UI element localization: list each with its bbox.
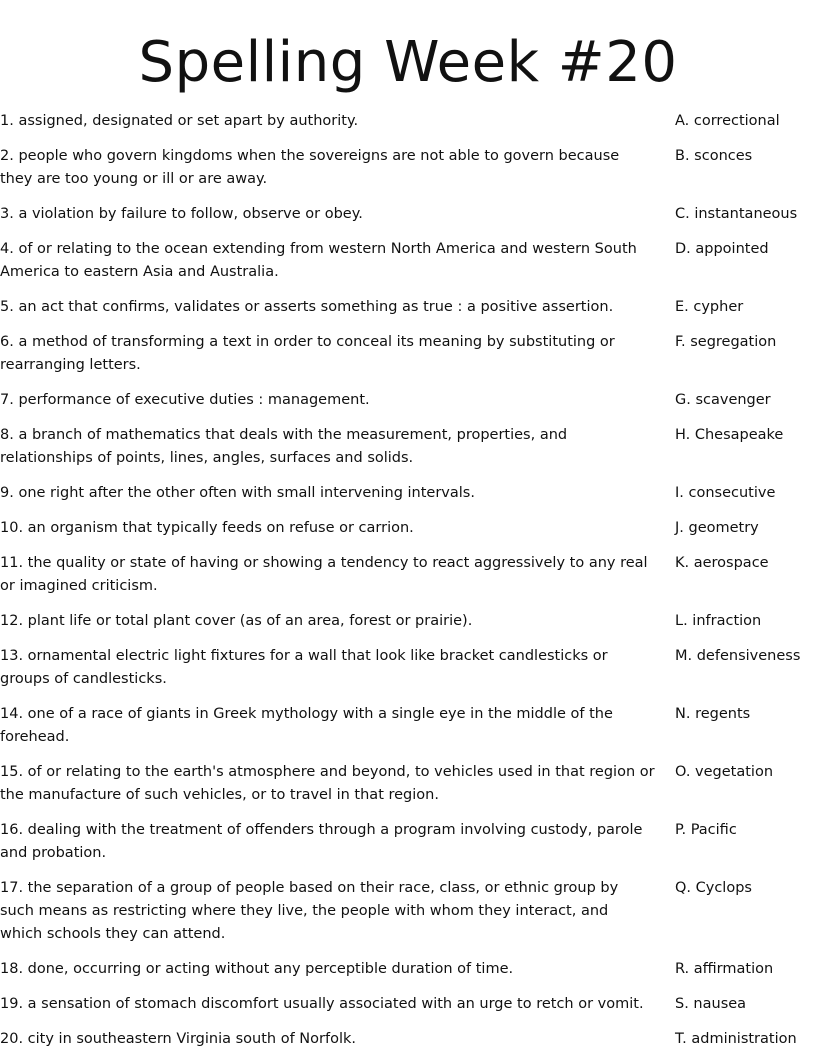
clue-text: 15. of or relating to the earth's atmosphere and beyond, to vehicles used in that region or the manufacture of such vehicles, or to travel in that region. [0,764,655,803]
answer-option: A. correctional [675,113,780,129]
answer-option: R. affirmation [675,961,774,977]
list-item [0,424,816,470]
clue-text: 1. assigned, designated or set apart by authority. [0,113,359,129]
list-item [0,238,816,284]
answer-option: T. administration [675,1031,797,1047]
answer-option: Q. Cyclops [675,880,752,896]
matching-list [0,110,816,1063]
clue-text: 3. a violation by failure to follow, observe or obey. [0,206,363,222]
clue-text: 4. of or relating to the ocean extending from western North America and western South America to eastern Asia and Australia. [0,241,637,280]
list-item [0,819,816,865]
list-item [0,761,816,807]
list-item [0,482,816,505]
clue-text: 13. ornamental electric light fixtures for a wall that look like bracket candlesticks or groups of candlesticks. [0,648,608,687]
clue-text: 19. a sensation of stomach discomfort usually associated with an urge to retch or vomit. [0,996,644,1012]
list-item [0,110,816,133]
list-item [0,958,816,981]
clue-text: 12. plant life or total plant cover (as of an area, forest or prairie). [0,613,473,629]
list-item [0,331,816,377]
answer-option: S. nausea [675,996,747,1012]
clue-text: 6. a method of transforming a text in order to conceal its meaning by substituting or rearranging letters. [0,334,615,373]
answer-option: P. Pacific [675,822,737,838]
answer-option: E. cypher [675,299,744,315]
list-item [0,389,816,412]
list-item [0,703,816,749]
answer-option: L. infraction [675,613,762,629]
answer-option: C. instantaneous [675,206,798,222]
clue-text: 20. city in southeastern Virginia south of Norfolk. [0,1031,356,1047]
answer-option: H. Chesapeake [675,427,784,443]
answer-option: K. aerospace [675,555,769,571]
list-item [0,993,816,1016]
clue-text: 2. people who govern kingdoms when the sovereigns are not able to govern because they are too young or ill or are away. [0,148,620,187]
clue-text: 18. done, occurring or acting without any perceptible duration of time. [0,961,514,977]
list-item [0,877,816,946]
answer-option: F. segregation [675,334,777,350]
list-item [0,1028,816,1051]
answer-option: J. geometry [675,520,759,536]
clue-text: 10. an organism that typically feeds on refuse or carrion. [0,520,414,536]
clue-text: 11. the quality or state of having or showing a tendency to react aggressively to any real or imagined criticism. [0,555,648,594]
answer-option: B. sconces [675,148,753,164]
list-item [0,552,816,598]
clue-text: 8. a branch of mathematics that deals with the measurement, properties, and relationships of points, lines, angles, surfaces and solids. [0,427,568,466]
list-item [0,517,816,540]
answer-option: O. vegetation [675,764,774,780]
clue-text: 17. the separation of a group of people based on their race, class, or ethnic group by such means as restricting where they live, the people with whom they interact, and which schools they can attend. [0,880,619,942]
clue-text: 9. one right after the other often with small intervening intervals. [0,485,475,501]
clue-text: 5. an act that confirms, validates or asserts something as true : a positive assertion. [0,299,614,315]
answer-option: I. consecutive [675,485,776,501]
answer-option: N. regents [675,706,751,722]
answer-option: M. defensiveness [675,648,801,664]
answer-option: G. scavenger [675,392,771,408]
answer-option: D. appointed [675,241,769,257]
list-item [0,645,816,691]
page-title: Spelling Week #20 [138,30,678,95]
list-item [0,296,816,319]
list-item [0,203,816,226]
clue-text: 16. dealing with the treatment of offenders through a program involving custody, parole and probation. [0,822,643,861]
clue-text: 7. performance of executive duties : management. [0,392,370,408]
list-item [0,145,816,191]
list-item [0,610,816,633]
clue-text: 14. one of a race of giants in Greek mythology with a single eye in the middle of the forehead. [0,706,613,745]
